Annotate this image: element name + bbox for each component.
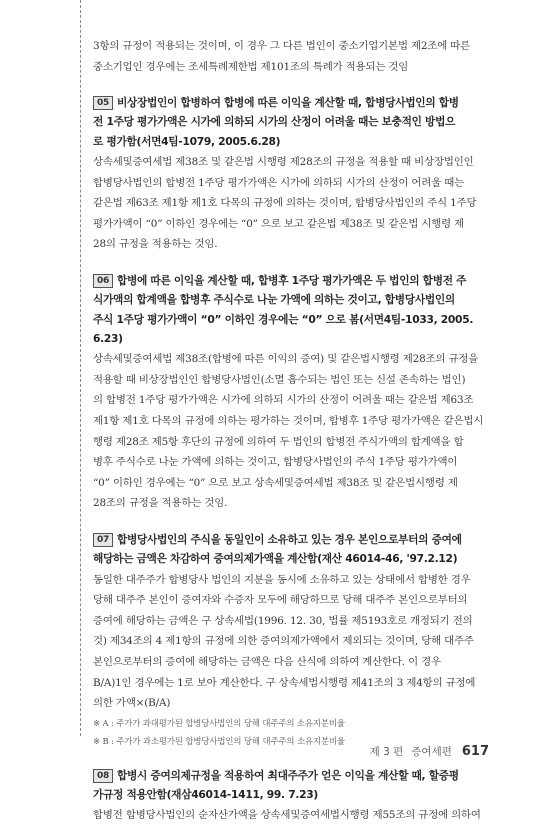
body-line: 당해 대주주 본인이 증여자와 수증자 모두에 해당하므로 당해 대주주 본인으로부터의 <box>93 594 468 607</box>
body-line: B/A)1인 경우에는 1로 보아 계산한다. 구 상속세법시행령 제41조의 3 제4항의 규정에 <box>93 676 476 689</box>
footer-section-title: 증여세편 <box>411 746 452 758</box>
heading-line: 합병시 증여의제규정을 적용하여 최대주주가 얻은 이익을 계산할 때, 할증평 <box>116 768 459 782</box>
heading-line: 비상장법인이 합병하여 합병에 따른 이익을 계산할 때, 합병당사법인의 합병 <box>116 96 459 110</box>
section-number-badge: 08 <box>93 769 113 783</box>
footer-part-label: 제 3 편 <box>369 746 404 758</box>
heading-line: 전 1주당 평가가액은 시가에 의하되 시가의 산정이 어려울 때는 보충적인 방법으 <box>93 115 456 129</box>
section-number-badge: 05 <box>93 96 113 110</box>
heading-line: 합병에 따른 이익을 계산할 때, 합병후 1주당 평가가액은 두 법인의 합병전 주 <box>116 274 467 288</box>
footnote-b: ※ B : 주가가 과소평가된 합병당사법인의 당해 대주주의 소유지분비율 <box>93 735 345 746</box>
section-07 <box>93 531 490 750</box>
body-line: 상속세및증여세법 제38조(합병에 따른 이익의 증여) 및 같은법시행령 제28조의 규정을 <box>93 353 479 366</box>
heading-line: 합병당사법인의 주식을 동일인이 소유하고 있는 경우 본인으로부터의 증여에 <box>116 532 462 546</box>
margin-rule <box>80 0 81 736</box>
footnote-a: ※ A : 주가가 과대평가된 합병당사법인의 당해 대주주의 소유지분비율 <box>93 717 345 728</box>
section-06 <box>93 272 490 514</box>
body-line: 28의 규정을 적용하는 것임. <box>93 238 218 251</box>
heading-line: 해당하는 금액은 차감하여 증여의제가액을 계산함(재산 46014-46, '97.2.12) <box>93 552 458 566</box>
body-line: 상속세및증여세법 제38조 및 같은법 시행령 제28조의 규정을 적용할 때 비상장법인인 <box>93 156 474 169</box>
body-line: 행령 제28조 제5항 후단의 규정에 의하여 두 법인의 합병전 주식가액의 합계액을 합 <box>93 435 464 448</box>
section-heading <box>93 767 490 785</box>
body-line: “0” 이하인 경우에는 “0” 으로 보고 상속세및증여세법 제38조 및 같은법시행령 제 <box>93 476 458 489</box>
section-05 <box>93 94 490 255</box>
body-line: 같은법 제63조 제1항 제1호 다목의 규정에 의하는 것이며, 합병당사법인의 주식 1주당 <box>93 197 477 210</box>
body-line: 것) 제34조의 4 제1항의 규정에 의한 증여의제가액에서 제외되는 것이며, 당해 대주주 <box>93 635 474 648</box>
heading-line: 가규정 적용안함(재삼46014-1411, 99. 7.23) <box>93 788 318 802</box>
section-number-badge: 07 <box>93 533 113 547</box>
body-line: 28조의 규정을 적용하는 것임. <box>93 497 228 510</box>
body-line: 의한 가액×(B/A) <box>93 697 171 710</box>
body-line: 3항의 규정이 적용되는 것이며, 이 경우 그 다른 법인이 중소기업기본법 제2조에 따른 <box>93 40 471 52</box>
heading-line: 식가액의 합계액을 합병후 주식수로 나눈 가액에 의하는 것이고, 합병당사법인의 <box>93 293 455 307</box>
body-line: 의 합병전 1주당 평가가액은 시가에 의하되 시가의 산정이 어려울 때는 같은법 제63조 <box>93 394 474 407</box>
heading-line: 6.23) <box>93 331 123 345</box>
page-footer <box>370 744 489 759</box>
body-line: 제1항 제1호 다목의 규정에 의하는 평가하는 것이며, 합병후 1주당 평가가액은 같은법시 <box>93 415 484 428</box>
body-line: 중소기업인 경우에는 조세특례제한법 제101조의 특례가 적용되는 것임 <box>93 60 409 73</box>
body-line: 합병당사법인의 합병전 1주당 평가가액은 시가에 의하되 시가의 산정이 어려울 때는 <box>93 176 465 189</box>
section-heading <box>93 531 490 549</box>
page-content <box>93 36 490 826</box>
body-line: 합병전 합병당사법인의 순자산가액을 상속세및증여세법시행령 제55조의 규정에 의하여 <box>93 809 481 822</box>
heading-line: 로 평가함(서면4팀-1079, 2005.6.28) <box>93 134 281 148</box>
body-line: 동일한 대주주가 합병당사 법인의 지분을 동시에 소유하고 있는 상태에서 합병한 경우 <box>93 573 471 586</box>
section-heading <box>93 94 490 112</box>
body-line: 본인으로부터의 증여에 해당하는 금액은 다음 산식에 의하여 계산한다. 이 경우 <box>93 655 441 668</box>
intro-paragraph <box>93 36 490 77</box>
body-line: 증여에 해당하는 금액은 구 상속세법(1996. 12. 30, 법률 제5193호로 개정되기 전의 <box>93 614 473 627</box>
body-line: 평가가액이 “0” 이하인 경우에는 “0” 으로 보고 같은법 제38조 및 같은법 시행령 제 <box>93 217 465 230</box>
page-number: 617 <box>461 744 489 759</box>
section-08 <box>93 767 490 826</box>
heading-line: 주식 1주당 평가가액이 “0” 이하인 경우에는 “0” 으로 봄(서면4팀-1033, 2005. <box>93 312 474 326</box>
section-number-badge: 06 <box>93 274 113 288</box>
section-heading <box>93 272 490 290</box>
body-line: 적용할 때 비상장법인인 합병당사법인(소멸 흡수되는 법인 또는 신설 존속하는 법인) <box>93 373 466 386</box>
body-line: 병후 주식수로 나눈 가액에 의하는 것이고, 합병당사법인의 주식 1주당 평가가액이 <box>93 456 458 469</box>
